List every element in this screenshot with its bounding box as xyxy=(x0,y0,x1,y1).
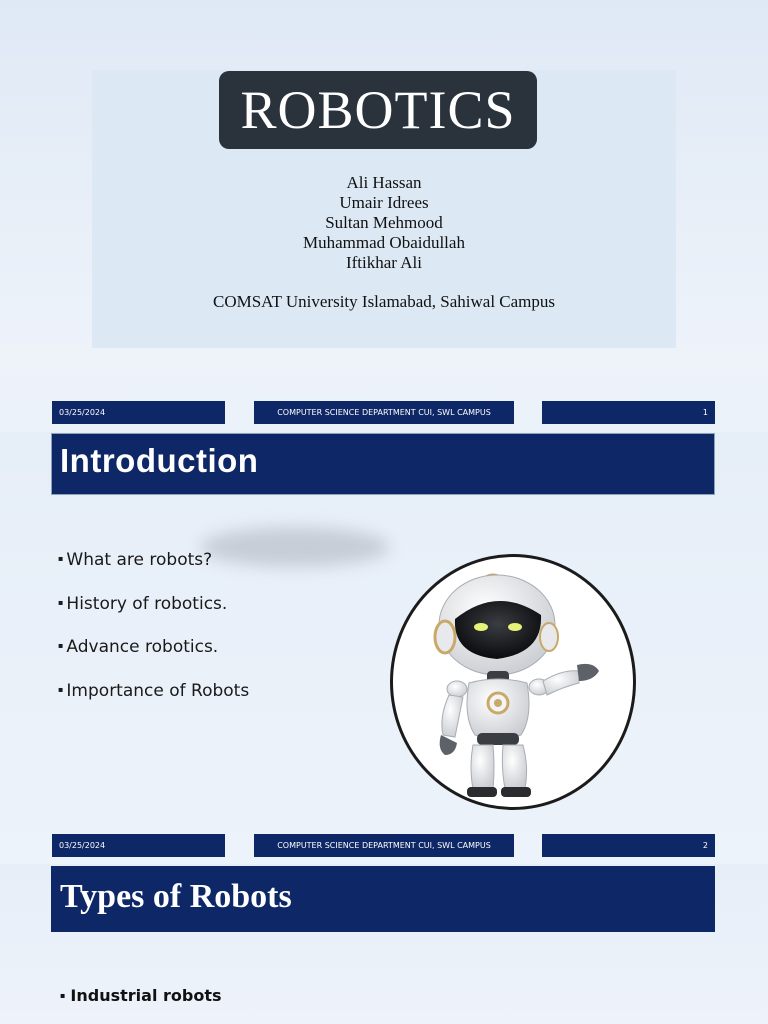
author-name: Ali Hassan xyxy=(346,173,422,192)
presentation-title: ROBOTICS xyxy=(219,71,537,149)
slide-1 xyxy=(0,0,768,432)
footer-page-number: 1 xyxy=(542,401,715,424)
bullet-icon: ▪ xyxy=(58,641,64,650)
footer-date: 03/25/2024 xyxy=(52,834,225,857)
bullet-icon: ▪ xyxy=(58,684,64,694)
affiliation: COMSAT University Islamabad, Sahiwal Campus xyxy=(212,292,556,311)
author-name: Iftikhar Ali xyxy=(345,253,422,272)
footer-department: COMPUTER SCIENCE DEPARTMENT CUI, SWL CAMPUS xyxy=(254,834,514,857)
footer-date: 03/25/2024 xyxy=(52,401,225,424)
robot-icon xyxy=(393,557,633,807)
list-item: ▪ What are robots? xyxy=(58,550,213,570)
robot-image-frame xyxy=(390,554,636,810)
slide-heading-bar xyxy=(51,866,715,932)
bullet-list xyxy=(58,550,249,724)
author-name: Umair Idrees xyxy=(339,193,429,212)
author-name: Muhammad Obaidullah xyxy=(303,233,465,252)
bullet-icon: ▪ xyxy=(58,554,64,563)
slide-heading-bar xyxy=(51,433,715,495)
slide-2 xyxy=(0,432,768,864)
footer-page-number: 2 xyxy=(542,834,715,857)
list-item: ▪ Advance robotics. xyxy=(58,637,219,657)
author-name: Sultan Mehmood xyxy=(325,213,443,232)
bullet-icon: ▪ xyxy=(60,991,66,1000)
list-item: ▪ History of robotics. xyxy=(58,593,228,614)
bullet-icon: ▪ xyxy=(58,597,64,607)
footer-department: COMPUTER SCIENCE DEPARTMENT CUI, SWL CAMPUS xyxy=(254,401,514,424)
slide-title: Types of Robots xyxy=(60,878,292,915)
author-list xyxy=(0,173,768,273)
slide-3 xyxy=(0,864,768,1024)
list-item: ▪ Importance of Robots xyxy=(58,680,250,701)
slide-title: Introduction xyxy=(60,442,259,479)
list-item: ▪ Industrial robots xyxy=(60,986,222,1005)
